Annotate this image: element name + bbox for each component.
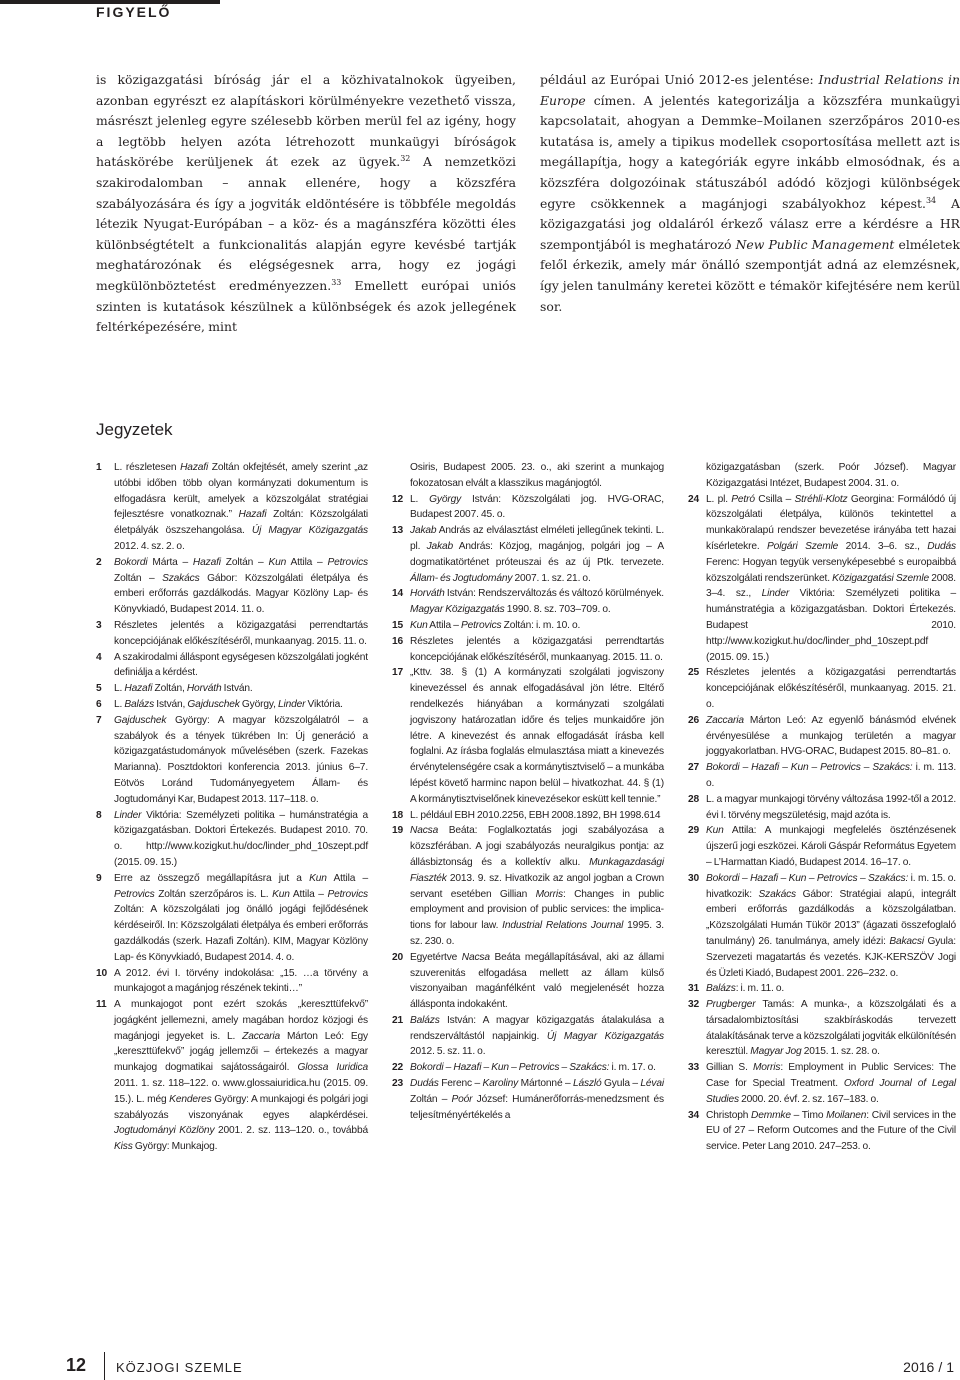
text-run: L. — [114, 683, 125, 695]
text-run: Linder — [114, 809, 142, 821]
text-run: Bakacsi — [889, 935, 924, 947]
text-run: Új Magyar Közigazgatás — [251, 525, 368, 537]
footnote-number: 3 — [96, 619, 102, 631]
text-run: Kun — [410, 619, 428, 631]
text-run: Magyar Közigazgatás — [410, 604, 505, 616]
footnote-34 — [688, 1108, 956, 1155]
text-run: Kun — [272, 888, 290, 900]
text-run: István: Közszolgálati jog. HVG-ORAC, Budapest 2007. 45. o. — [410, 493, 664, 521]
text-run: István. — [221, 683, 253, 695]
text-run: Csilla – — [754, 493, 795, 505]
footnote-number: 6 — [96, 698, 102, 710]
footnote-30 — [688, 871, 956, 982]
text-run: József: Humánerőforrás-menedzsment és teljesítményértékelés a — [410, 1093, 664, 1121]
text-run: Lévai — [640, 1078, 664, 1090]
text-run: i. m. 113. o. — [706, 762, 957, 789]
text-run: Industrial Relations Journal — [502, 920, 624, 932]
footnote-12 — [392, 492, 664, 524]
issue-label — [903, 1359, 954, 1375]
section-label: FIGYELŐ — [96, 4, 172, 20]
text-run: : Changes in public employment and provision of public services: the implications for labour law. — [410, 888, 664, 932]
footnote-33 — [688, 1060, 956, 1107]
footnote-32 — [688, 997, 956, 1060]
footnotes-column-2 — [392, 460, 664, 1123]
issue-slash: / — [938, 1359, 943, 1375]
text-run: Jakab — [426, 540, 454, 552]
text-run: Zoltán – — [220, 556, 269, 568]
footnote-number: 12 — [392, 493, 404, 505]
text-run: Hazafi — [180, 462, 209, 473]
text-run: Linder — [277, 698, 306, 710]
text-run: Magyar Jog — [750, 1046, 802, 1058]
footnote-26 — [688, 713, 956, 760]
text-run: Kun — [309, 872, 327, 884]
text-run: Gajduschek — [187, 698, 240, 710]
footnote-number: 1 — [96, 462, 102, 473]
text-run: címen. A jelentés kategorizálja a közszféra munkaügyi kapcsolatait, ahogyan a Demmke–Moilanen szerzőpáros 2010-es kutatása is, amely a tipikus modellek csoportosítása mellett azt is megállapítja, hogy a kategóriák egyre inkább elmosódnak, és a közszféra dolgozóinak státuszából adódó közjogi különbségek egyre csökkennek a magánjogi szabályokhoz képest. — [540, 92, 960, 211]
footnote-14 — [392, 586, 664, 618]
footnote-number: 32 — [688, 999, 700, 1011]
footnote-number: 16 — [392, 635, 404, 647]
footnote-29 — [688, 823, 956, 870]
text-run: Balázs — [124, 698, 155, 710]
notes-heading: Jegyzetek — [96, 420, 173, 439]
text-run: „Kttv. 38. § (1) A kormányzati szolgálati jogviszony kinevezéssel és annak elfogadásával jön létre. Eltérő rendelkezés hiányában a kormányzati szolgálati jogviszony határozatlan időre és teljes munkaidőre jön létre. A kinevezést és annak elfogadását írásba kell foglalni. Az írásba foglalás elmulasztása miatt a kinevezés érvénytelenségére csak a kormánytisztviselő – a munkába lépést követő harminc napon belül – hivatkozhat. 44. § (1) A kormánytisztviselőnek kinevezésekor eskütt kell tennie.” — [410, 667, 664, 805]
text-run: Kenderes — [169, 1093, 212, 1105]
text-run: 2012. 5. sz. 11. o. — [410, 1046, 486, 1058]
footnote-16 — [392, 634, 664, 666]
text-run: elméletek felől érkezik, amely már önálló szempontját adná az elemzésnek, így jelen tanulmány keretei között e témakör kifejtésére nem kerül sor. — [540, 236, 960, 314]
footnote-number: 23 — [392, 1078, 404, 1090]
text-run: 2000. 20. évf. 2. sz. 167–183. o. — [738, 1093, 879, 1105]
text-run: Linder — [761, 588, 790, 600]
text-run: Karoliny — [482, 1078, 519, 1090]
footnote-number: 26 — [688, 714, 700, 726]
text-run: Gyula – — [601, 1078, 641, 1090]
page-number: 12 — [66, 1355, 87, 1375]
text-run: Bokordi – Hazafi – Kun – Petrovics – Szakács: — [706, 762, 913, 774]
text-run: Erre az összegző megállapításra jut a — [114, 872, 310, 884]
footnote-23 — [392, 1076, 664, 1123]
text-run: A nemzetközi szakirodalomban – annak ellenére, hogy a közszféra szabályozására és így a jogviták eldöntésére is többféle megoldás létezik Nyugat-Európában – a köz- és a magánszféra közötti éles különbségtételt a funkcionalitás alapján egyre kevésbé tartják meghatározónak és elégségesnek arra, hogy ez jogági megkülönböztetést eredményezzen. — [96, 154, 516, 293]
footnote-17 — [392, 665, 664, 807]
text-run: Közigazgatási Szemle — [832, 572, 929, 584]
text-run: 2011. 1. sz. 118–122. o. www.glossaiuridica.hu (2015. 09. 15.). L. még — [114, 1078, 368, 1105]
text-run: Zoltán szerzőpáros is. L. — [154, 888, 273, 900]
text-run: Gajduschek — [114, 714, 167, 726]
article-column-left — [96, 70, 516, 338]
text-run: Tamás: A munka-, a közszolgálati és a társadalombiztosítási szakbíráskodás tervezett átalakításának terve a közszolgálati jogviták elkülönítésén keresztül. — [706, 999, 956, 1058]
footnote-4 — [96, 650, 368, 682]
text-run: : Civil services in the EU of 27 – Reform Outcomes and the Future of the Civil service. Peter Lang 2010. 247–253. o. — [706, 1109, 956, 1153]
footnote-7 — [96, 713, 368, 808]
text-run: György, — [239, 698, 278, 710]
footnote-25 — [688, 665, 956, 712]
text-run: Bokordi – Hazafi – Kun – Petrovics – Szakács: — [706, 872, 909, 884]
footnote-number: 30 — [688, 872, 700, 884]
text-run: 2015. 1. sz. 28. o. — [801, 1046, 880, 1058]
text-run: Szakács — [162, 572, 200, 584]
footnote-15 — [392, 618, 664, 634]
text-run: András az elválasztást elméleti jellegűnek tekinti. L. pl. — [410, 525, 664, 552]
text-run: Petrovics — [114, 888, 155, 900]
text-run: István: A magyar közigazgatás átalakulása a rendszerváltástól napjainkig. — [410, 1014, 664, 1042]
footnote-11 — [96, 997, 368, 1155]
text-run: Attila – — [286, 556, 328, 568]
text-run: Hazafi — [192, 556, 221, 568]
issue-number: 1 — [946, 1359, 954, 1375]
text-run: Új Magyar Közigazgatás — [546, 1030, 664, 1042]
footnote-number: 2 — [96, 556, 102, 568]
text-run: Viktória: Személyzeti politika – humánstratégia a közigazgatásban. Doktori Értekezés. Budapest 2010. 70. o. http://www.kozigkut.hu/doc/linder_phd_10szept.pdf (2015. 09. 15.) — [114, 809, 368, 868]
text-run: i. m. 15. o. hivatkozik: — [706, 872, 956, 900]
text-run: Gillian S. — [706, 1062, 753, 1074]
text-run: Jogtudományi Közlöny — [114, 1125, 215, 1137]
text-run: 1995. 3. sz. 230. o. — [410, 920, 664, 947]
text-run: Viktória. — [305, 698, 343, 710]
text-run: Attila – — [427, 619, 461, 631]
text-run: Stréhli-Klotz — [794, 493, 848, 505]
text-run: 2012. 4. sz. 2. o. — [114, 540, 185, 552]
text-run: Zoltán, — [152, 683, 187, 695]
footnote-number: 9 — [96, 872, 102, 884]
footnote-28 — [688, 792, 956, 824]
text-run: A munkajogot pont ezért szokás „kereszttüfekvő” jogágként jellemezni, amely magában hordoz közjogi és magánjogi jegyeket is. L. — [114, 999, 368, 1042]
text-run: Morris — [752, 1062, 781, 1074]
text-run: Dudás — [410, 1078, 439, 1090]
text-run: Egyetértve — [410, 951, 462, 963]
text-run: Demmke — [751, 1109, 791, 1121]
footnote-continuation — [392, 460, 664, 492]
issue-year: 2016 — [903, 1359, 935, 1375]
text-run: Hazafi — [238, 509, 267, 521]
footnote-1 — [96, 460, 368, 555]
footnote-number: 13 — [392, 525, 404, 537]
footnote-number: 28 — [688, 793, 700, 805]
footnote-number: 24 — [688, 493, 700, 505]
text-run: Attila – — [326, 872, 368, 884]
footnote-number: 11 — [96, 999, 107, 1011]
text-run: Petrovics — [327, 888, 368, 900]
text-run: L. pl. — [706, 493, 732, 505]
text-run: György: Munkajog. — [132, 1141, 218, 1153]
magazine-name: KÖZJOGI SZEMLE — [116, 1360, 243, 1375]
footnote-number: 21 — [392, 1014, 404, 1026]
text-run: Munkagazdasági Fiaszték — [410, 856, 664, 884]
text-run: 2014. 3–6. sz., — [838, 540, 928, 552]
footnote-number: 22 — [392, 1062, 404, 1074]
text-run: L. — [114, 698, 125, 710]
article-paragraph-left — [96, 70, 516, 338]
text-run: L. a magyar munkajogi törvény változása 1992-től a 2012. évi I. törvény megszületésig, majd azóta is. — [706, 793, 956, 821]
text-run: György: A magyar közszolgálatról – a szabályok és a tények tükrében In: Új generáció a közigazgatástudományok művelésében (szerk. Fazekas Marianna). Posztdoktori konferencia 2013. június 6–7. Eötvös Loránd Tudományegyetem Állam- és Jogtudományi Kar, Budapest 2013. 117–118. o. — [114, 714, 368, 805]
text-run: Gábor: Közszolgálati életpálya és emberi erőforrás gazdálkodás. Magyar Közlöny Lap- és Könyvkiadó, Budapest 2014. 11. o. — [114, 572, 368, 616]
footer-divider — [104, 1352, 105, 1380]
text-run: is közigazgatási bíróság jár el a közhivatalnokok ügyeiben, azonban egyrészt ez alapításkori körülményekre vezethető vissza, másrészt jelenleg egyre szélesebb körben merül fel az igény, hogy a legtöbb helyen azóta létrehozott munkaügyi bíróságok hatáskörébe kerüljenek át ezek az ügyek. — [96, 72, 516, 170]
footnote-8 — [96, 808, 368, 871]
text-run: Részletes jelentés a közigazgatási perrendtartás koncepciójának előkészítéséről, munkaanyag. 2015. 21. o. — [706, 667, 956, 710]
footnote-31 — [688, 981, 956, 997]
text-run: Zoltán – — [410, 1093, 452, 1105]
footnotes-column-3 — [688, 460, 956, 1155]
text-run: István, — [154, 698, 188, 710]
article-column-right — [540, 70, 960, 317]
text-run: Petró — [731, 493, 755, 505]
text-run: Bokordi — [114, 556, 148, 568]
text-run: Kun — [268, 556, 287, 568]
text-run: Jakab — [410, 525, 437, 537]
footnote-number: 4 — [96, 651, 102, 663]
footnote-2 — [96, 555, 368, 618]
text-run: Mártonné – — [518, 1078, 573, 1090]
text-run: Részletes jelentés a közigazgatási perrendtartás koncepciójának előkészítéséről, munkaanyag. 2015. 11. o. — [410, 635, 664, 663]
footnote-number: 34 — [688, 1109, 700, 1121]
footnote-24 — [688, 492, 956, 666]
text-run: Attila – — [289, 888, 328, 900]
text-run: Zaccaria — [242, 1030, 281, 1042]
text-run: Glossa Iuridica — [297, 1062, 368, 1074]
text-run: Zaccaria — [706, 714, 744, 726]
text-run: Balázs — [706, 983, 736, 995]
text-run: 2001. 2. sz. 113–120. o., továbbá — [214, 1125, 368, 1137]
text-run: István: Rendszerváltozás és változó körülmények. — [444, 588, 664, 600]
text-run: András: Közjog, magánjog, polgári jog – A dogmatikatörténet próteuszai és az új Ptk. tervezete. — [410, 540, 664, 568]
text-run: A szakirodalmi álláspont egységesen közszolgálati jogként definiálja a kérdést. — [114, 651, 368, 679]
footnote-continuation — [688, 460, 956, 492]
text-run: A közigazgatási jog oldaláról érkező válasz erre a kérdésre a HR szempontjából is meghatározó — [540, 195, 960, 252]
text-run: Hazafi — [124, 683, 153, 695]
footnote-number: 17 — [392, 667, 404, 679]
footnote-22 — [392, 1060, 664, 1076]
text-run: i. m. 17. o. — [609, 1062, 656, 1074]
text-run: L. például EBH 2010.2256, EBH 2008.1892, BH 1998.614 — [410, 809, 661, 821]
footnote-number: 18 — [392, 809, 404, 821]
text-run: – Timo — [790, 1109, 827, 1121]
text-run: Márton Leó: Egy „kereszttüfekvő” jogág jellemzői – értekezés a magyar munkajog dogmatikai sajátosságairól. — [114, 1030, 368, 1074]
footnotes-column-1 — [96, 460, 368, 1155]
text-run: Gyula: Szervezeti magatartás és vezetés. KJK-KERSZÖV Jogi és Üzleti Kiadó, Budapest 2001. 226–232. o. — [706, 935, 956, 979]
text-run: 2007. 1. sz. 21. o. — [512, 572, 591, 584]
text-run: Zoltán – — [114, 572, 163, 584]
footnote-number: 8 — [96, 809, 102, 821]
text-run: Állam- és Jogtudomány — [410, 572, 513, 584]
text-run: György: A munkajogi és polgári jogi szabályozás viszonyának egyes alapkérdései. — [114, 1093, 368, 1121]
text-run: Horváth — [410, 588, 445, 600]
footnote-5 — [96, 681, 368, 697]
text-run: György — [429, 493, 462, 505]
footnote-number: 25 — [688, 667, 700, 679]
footnote-number: 20 — [392, 951, 404, 963]
text-run: Christoph — [706, 1109, 752, 1121]
text-run: Beáta: Foglalkoztatás jogi szabályozása a közszférában. A jogi szabályozás neuralgikus pontja: az állásbiztonság és a kollektív alku. — [410, 825, 664, 868]
footnote-10 — [96, 966, 368, 998]
text-run: Emellett európai uniós szinten is kutatások készülnek a különbségek és azok jellegének feltérképezésére, mint — [96, 277, 516, 335]
text-run: László — [572, 1078, 602, 1090]
text-run: Balázs — [410, 1014, 440, 1026]
text-run: Beáta megállapításával, aki az állami szuverenitás elfogadása mellett az állam külső viszonyaiban magánfélként való megjelenését hozza állásponta indokaként. — [410, 951, 664, 1011]
text-run: Szakács — [758, 888, 796, 900]
text-run: Ferenc – — [438, 1078, 483, 1090]
footnote-number: 33 — [688, 1062, 700, 1074]
footnote-9 — [96, 871, 368, 966]
footnote-number: 14 — [392, 588, 404, 600]
text-run: Nacsa — [461, 951, 490, 963]
text-run: L. részletesen — [114, 462, 181, 473]
text-run: : Employment in Public Services: The Case for Special Treatment. — [706, 1062, 956, 1090]
text-run: Zoltán: i. m. 10. o. — [501, 619, 581, 631]
text-run: Poór — [451, 1093, 473, 1105]
text-run: Márta – — [147, 556, 193, 568]
text-run: Részletes jelentés a közigazgatási perrendtartás koncepciójának előkészítéséről, munkaanyag. 2015. 11. o. — [114, 619, 368, 647]
text-run: Prugberger — [706, 999, 756, 1011]
footnote-21 — [392, 1013, 664, 1060]
text-run: Horváth — [186, 683, 222, 695]
text-run: Petrovics — [460, 619, 502, 631]
text-run: Zoltán okfejtését, amely szerint „az utóbbi időben több olyan kormányzati dokumentum is elfogadásra került, amelyek a közszolgálat stratégiai fejlesztésre vonatkoznak.” — [114, 462, 368, 521]
text-run: Petrovics — [327, 556, 368, 568]
text-run: Viktória: Személyzeti politika – humánstratégia a közigazgatásban. Doktori Értekezés. Budapest 2010. http://www.kozigkut.hu/doc/linder_phd_10szept.pdf (2015. 09. 15.) — [706, 588, 956, 663]
text-run: Zoltán: A közszolgálati jog önálló jogági fejlődésének kérdéseiről. In: Közszolgálati életpálya és emberi erőforrás gazdálkodás (szerk. Hazafi Zoltán). KIM, Magyar Közlöny Lap- és Könyvkiadó, Budapest 2014. 4. o. — [114, 904, 368, 963]
footnote-6 — [96, 697, 368, 713]
text-run: 2008. 3–4. sz., — [706, 572, 956, 600]
text-run: például az Európai Unió 2012-es jelentése: — [540, 72, 819, 87]
text-run: közigazgatásban (szerk. Poór József). Magyar Közigazgatási Intézet, Budapest 2004. 31. o. — [706, 462, 956, 489]
text-run: 2013. 9. sz. Hivatkozik az angol jogban a Crown servant esetében Gillian — [410, 872, 664, 900]
text-run: L. — [410, 493, 430, 505]
text-run: Márton Leó: Az egyenlő bánásmód elvének érvényesülése a munkajog területén a magyar joggyakorlatban. HVG-ORAC, Budapest 2015. 80–81. o. — [706, 714, 956, 758]
footnote-number: 5 — [96, 683, 102, 695]
article-paragraph-right — [540, 70, 960, 317]
footnote-number: 29 — [688, 825, 700, 837]
text-run: Kun — [706, 825, 724, 837]
footnote-ref: 33 — [331, 277, 342, 287]
text-run: A 2012. évi I. törvény indokolása: „15. …a törvény a munkajogot a magánjog részének tekinti…” — [114, 967, 368, 995]
text-run: Ferenc: Hogyan tegyük versenyképesebbé s europaibbá közszolgálati rendszerünket. — [706, 556, 956, 584]
text-run: Attila: A munkajogi megfelelés öszténzésenek újszerű jogi eszközei. Károli Gáspár Református Egyetem – L’Harmattan Kiadó, Budapest 2014. 16–17. o. — [706, 825, 956, 868]
text-run: Industrial Relations in Europe — [540, 72, 960, 108]
text-run: Polgári Szemle — [767, 540, 839, 552]
text-run: Morris — [535, 888, 563, 900]
text-run: Bokordi – Hazafi – Kun – Petrovics – Szakács: — [410, 1062, 610, 1074]
text-run: Nacsa — [410, 825, 439, 837]
text-run: Zoltán: Közszolgálati életpályák öszszehangolása. — [114, 509, 369, 537]
footnote-number: 27 — [688, 762, 700, 774]
text-run: New Public Management — [735, 236, 895, 252]
text-run: : i. m. 11. o. — [735, 983, 785, 995]
footnote-ref: 32 — [400, 154, 411, 164]
footnote-number: 31 — [688, 983, 700, 995]
footnote-number: 7 — [96, 714, 102, 726]
text-run: Kiss — [114, 1141, 133, 1153]
footnote-number: 15 — [392, 619, 404, 631]
text-run: Dudás — [927, 540, 956, 552]
text-run: Oxford Journal of Legal Studies — [706, 1078, 956, 1105]
text-run: Osiris, Budapest 2005. 23. o., aki szerint a munkajog fokozatosan elvált a klasszikus magánjogtól. — [410, 462, 664, 489]
text-run: Gábor: Stratégiai alapú, integrált emberi erőforrás gazdálkodás a közszolgálatban. „Közszolgálati Humán Tükör 2013” (ágazati összefoglaló tanulmány) 26. tanulmánya, amely idézi: — [706, 888, 956, 947]
text-run: 1990. 8. sz. 703–709. o. — [504, 604, 611, 616]
footnote-number: 19 — [392, 825, 404, 837]
text-run: Georgina: Formálódó új közszolgálati életpálya, különös tekintettel a munkaköralapú rendszer bevezetése irányába tett hazai kísérletekre. — [706, 493, 956, 552]
footnote-20 — [392, 950, 664, 1013]
text-run: Moilanen — [826, 1109, 867, 1121]
footnote-ref: 34 — [925, 195, 937, 205]
footnote-13 — [392, 523, 664, 586]
footnote-19 — [392, 823, 664, 949]
footnote-27 — [688, 760, 956, 792]
footnote-3 — [96, 618, 368, 650]
footnote-number: 10 — [96, 967, 108, 979]
footnote-18 — [392, 808, 664, 824]
